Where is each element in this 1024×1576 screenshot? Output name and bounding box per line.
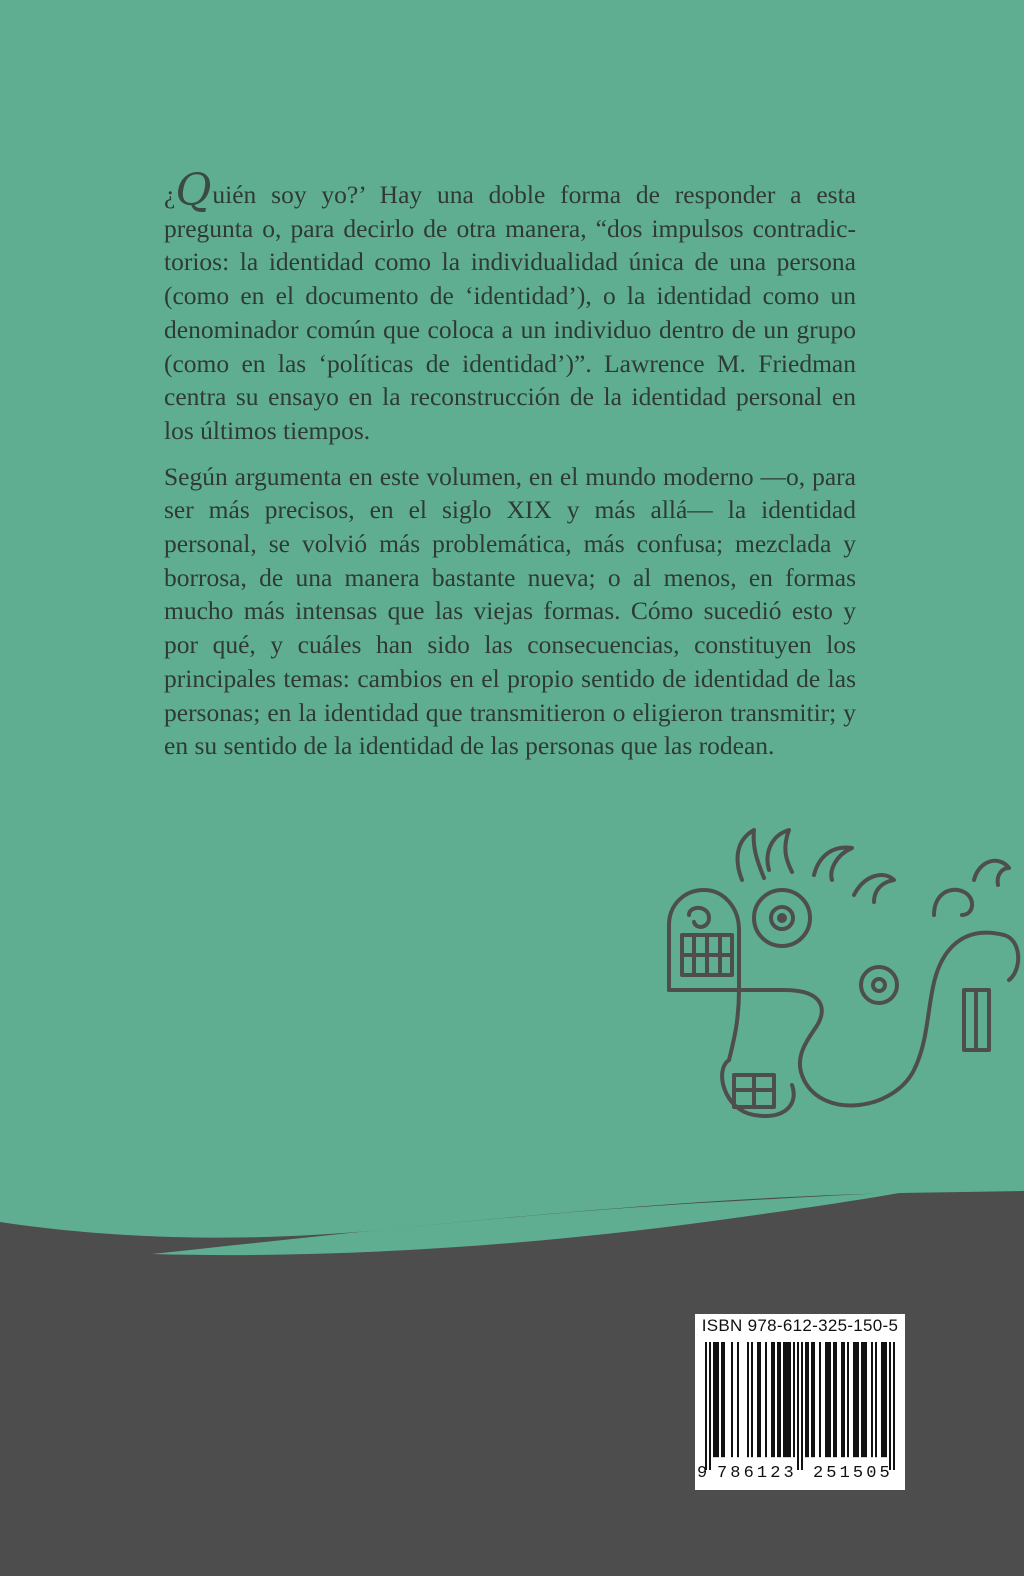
barcode-guard-bar bbox=[797, 1342, 799, 1470]
barcode-bar bbox=[865, 1342, 867, 1457]
barcode-bar bbox=[793, 1342, 795, 1457]
barcode-bar bbox=[783, 1342, 785, 1457]
barcode-bar bbox=[857, 1342, 859, 1457]
barcode-lead-digit: 9 bbox=[697, 1464, 708, 1483]
barcode-guard-bar bbox=[893, 1342, 895, 1470]
barcode-bar bbox=[777, 1342, 779, 1457]
barcode-bar bbox=[805, 1342, 807, 1457]
barcode-bar bbox=[717, 1342, 719, 1457]
barcode-bar bbox=[751, 1342, 753, 1457]
barcode-bar bbox=[835, 1342, 837, 1457]
barcode-bar bbox=[841, 1342, 843, 1457]
blurb-text bbox=[164, 165, 856, 763]
paragraph-1-text: uién soy yo?’ Hay una doble forma de responder a esta pregunta o, para decirlo de otra manera, “dos impulsos contradictorios: la identidad como la individualidad única de una persona (como en el documento de ‘identidad’), o la identidad como un denominador común que coloca a un individuo dentro de un grupo (como en las ‘políticas de identidad’)”. Lawrence M. Friedman centra su ensayo en la reconstrucción de la identidad personal en los últimos tiempos. bbox=[164, 180, 856, 445]
barcode-bar bbox=[759, 1342, 761, 1457]
barcode-bar bbox=[871, 1342, 873, 1457]
barcode-bars bbox=[705, 1342, 895, 1470]
barcode-bar bbox=[813, 1342, 815, 1457]
barcode-bar bbox=[771, 1342, 773, 1457]
barcode-bar bbox=[847, 1342, 849, 1457]
decorative-initial: Q bbox=[175, 165, 212, 216]
barcode-bar bbox=[825, 1342, 827, 1457]
barcode-bar bbox=[721, 1342, 723, 1457]
barcode-bar bbox=[757, 1342, 759, 1457]
barcode-bar bbox=[885, 1342, 887, 1457]
barcode-bar bbox=[819, 1342, 821, 1457]
serpent-glyph-icon bbox=[664, 820, 1024, 1140]
barcode-bar bbox=[787, 1342, 789, 1457]
barcode-right-digits: 251505 bbox=[813, 1464, 893, 1483]
barcode-bar bbox=[723, 1342, 725, 1457]
barcode-bar bbox=[715, 1342, 717, 1457]
barcode-guard-bar bbox=[889, 1342, 891, 1470]
barcode-bar bbox=[843, 1342, 845, 1457]
barcode-bar bbox=[747, 1342, 749, 1457]
barcode-bar bbox=[765, 1342, 767, 1457]
blurb-paragraph-2: Según argumenta en este volumen, en el mundo moderno —o, para ser más precisos, en el siglo XIX y más allá— la identidad personal, se volvió más problemática, más confusa; mezclada y borrosa, de una manera bastante nueva; o al menos, en formas mucho más intensas que las viejas formas. Cómo sucedió esto y por qué, y cuáles han sido las consecuencias, constituyen los principales temas: cambios en el propio sentido de identidad de las personas; en la identidad que transmitieron o eligieron transmitir; y en su sentido de la identidad de las personas que las rodean. bbox=[164, 461, 856, 761]
barcode-bar bbox=[883, 1342, 885, 1457]
barcode-left-digits: 786123 bbox=[717, 1464, 797, 1483]
barcode-bar bbox=[773, 1342, 775, 1457]
barcode-bar bbox=[827, 1342, 829, 1457]
barcode-guard-bar bbox=[801, 1342, 803, 1470]
barcode-bar bbox=[713, 1342, 715, 1457]
barcode-bar bbox=[789, 1342, 791, 1457]
barcode-bar bbox=[829, 1342, 831, 1457]
barcode-bar bbox=[855, 1342, 857, 1457]
barcode-bar bbox=[737, 1342, 739, 1457]
barcode-bar bbox=[811, 1342, 813, 1457]
isbn-barcode bbox=[695, 1314, 905, 1490]
barcode-digits bbox=[695, 1464, 905, 1488]
barcode-bar bbox=[853, 1342, 855, 1457]
barcode-guard-bar bbox=[705, 1342, 707, 1470]
barcode-guard-bar bbox=[709, 1342, 711, 1470]
blurb-paragraph-1 bbox=[164, 165, 856, 448]
barcode-bar bbox=[731, 1342, 733, 1457]
barcode-bar bbox=[863, 1342, 865, 1457]
barcode-bar bbox=[875, 1342, 877, 1457]
barcode-bar bbox=[861, 1342, 863, 1457]
barcode-bar bbox=[807, 1342, 809, 1457]
isbn-label: ISBN 978-612-325-150-5 bbox=[701, 1316, 899, 1335]
opening-question-mark: ¿ bbox=[164, 180, 176, 209]
barcode-bar bbox=[881, 1342, 883, 1457]
barcode-bar bbox=[779, 1342, 781, 1457]
barcode-bar bbox=[833, 1342, 835, 1457]
barcode-bar bbox=[785, 1342, 787, 1457]
